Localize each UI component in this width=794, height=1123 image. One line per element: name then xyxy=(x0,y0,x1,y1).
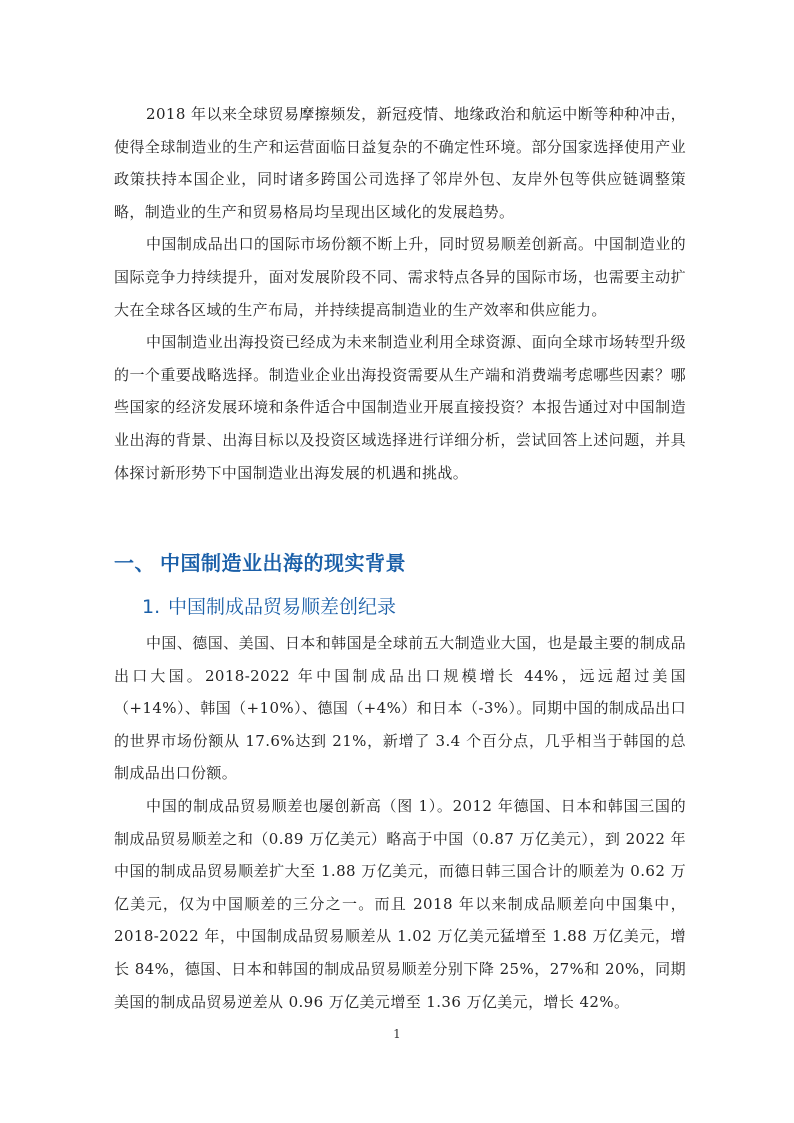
section-title: 中国制造业出海的现实背景 xyxy=(160,551,406,575)
subsection-paragraph-1: 中国、德国、美国、日本和韩国是全球前五大制造业大国，也是最主要的制成品出口大国。2018-2022 年中国制成品出口规模增长 44%，远远超过美国（+14%）、韩国（+10%）、德国（+4%）和日本（-3%）。同期中国的制成品出口的世界市场份额从 17.6%达到 21%，新增了 3.4 个百分点，几乎相当于韩国的总制成品出口份额。 xyxy=(114,634,686,783)
section-number: 一、 xyxy=(114,551,155,575)
intro-body xyxy=(114,98,686,489)
subsection-heading xyxy=(142,592,396,619)
subsection-body xyxy=(114,627,686,1018)
intro-paragraph-3: 中国制造业出海投资已经成为未来制造业利用全球资源、面向全球市场转型升级的一个重要战略选择。制造业企业出海投资需要从生产端和消费端考虑哪些因素？哪些国家的经济发展环境和条件适合中国制造业开展直接投资？本报告通过对中国制造业出海的背景、出海目标以及投资区域选择进行详细分析，尝试回答上述问题，并具体探讨新形势下中国制造业出海发展的机遇和挑战。 xyxy=(114,333,686,482)
page-number: 1 xyxy=(393,1027,401,1041)
intro-paragraph-2: 中国制成品出口的国际市场份额不断上升，同时贸易顺差创新高。中国制造业的国际竞争力持续提升，面对发展阶段不同、需求特点各异的国际市场，也需要主动扩大在全球各区域的生产布局，并持续提高制造业的生产效率和供应能力。 xyxy=(114,235,686,319)
subsection-paragraph-2: 中国的制成品贸易顺差也屡创新高（图 1）。2012 年德国、日本和韩国三国的制成品贸易顺差之和（0.89 万亿美元）略高于中国（0.87 万亿美元），到 2022 年中国的制成品贸易顺差扩大至 1.88 万亿美元，而德日韩三国合计的顺差为 0.62 万亿美元，仅为中国顺差的三分之一。而且 2018 年以来制成品顺差向中国集中，2018-2022 年，中国制成品贸易顺差从 1.02 万亿美元猛增至 1.88 万亿美元，增长 84%，德国、日本和韩国的制成品贸易顺差分别下降 25%，27%和 20%，同期美国的制成品贸易逆差从 0.96 万亿美元增至 1.36 万亿美元，增长 42%。 xyxy=(114,796,686,1011)
intro-paragraph-1: 2018 年以来全球贸易摩擦频发，新冠疫情、地缘政治和航运中断等种种冲击，使得全球制造业的生产和运营面临日益复杂的不确定性环境。部分国家选择使用产业政策扶持本国企业，同时诸多跨国公司选择了邻岸外包、友岸外包等供应链调整策略，制造业的生产和贸易格局均呈现出区域化的发展趋势。 xyxy=(114,105,686,221)
subsection-number: 1. xyxy=(142,596,161,618)
subsection-title: 中国制成品贸易顺差创纪录 xyxy=(168,596,397,618)
section-heading xyxy=(114,547,406,576)
